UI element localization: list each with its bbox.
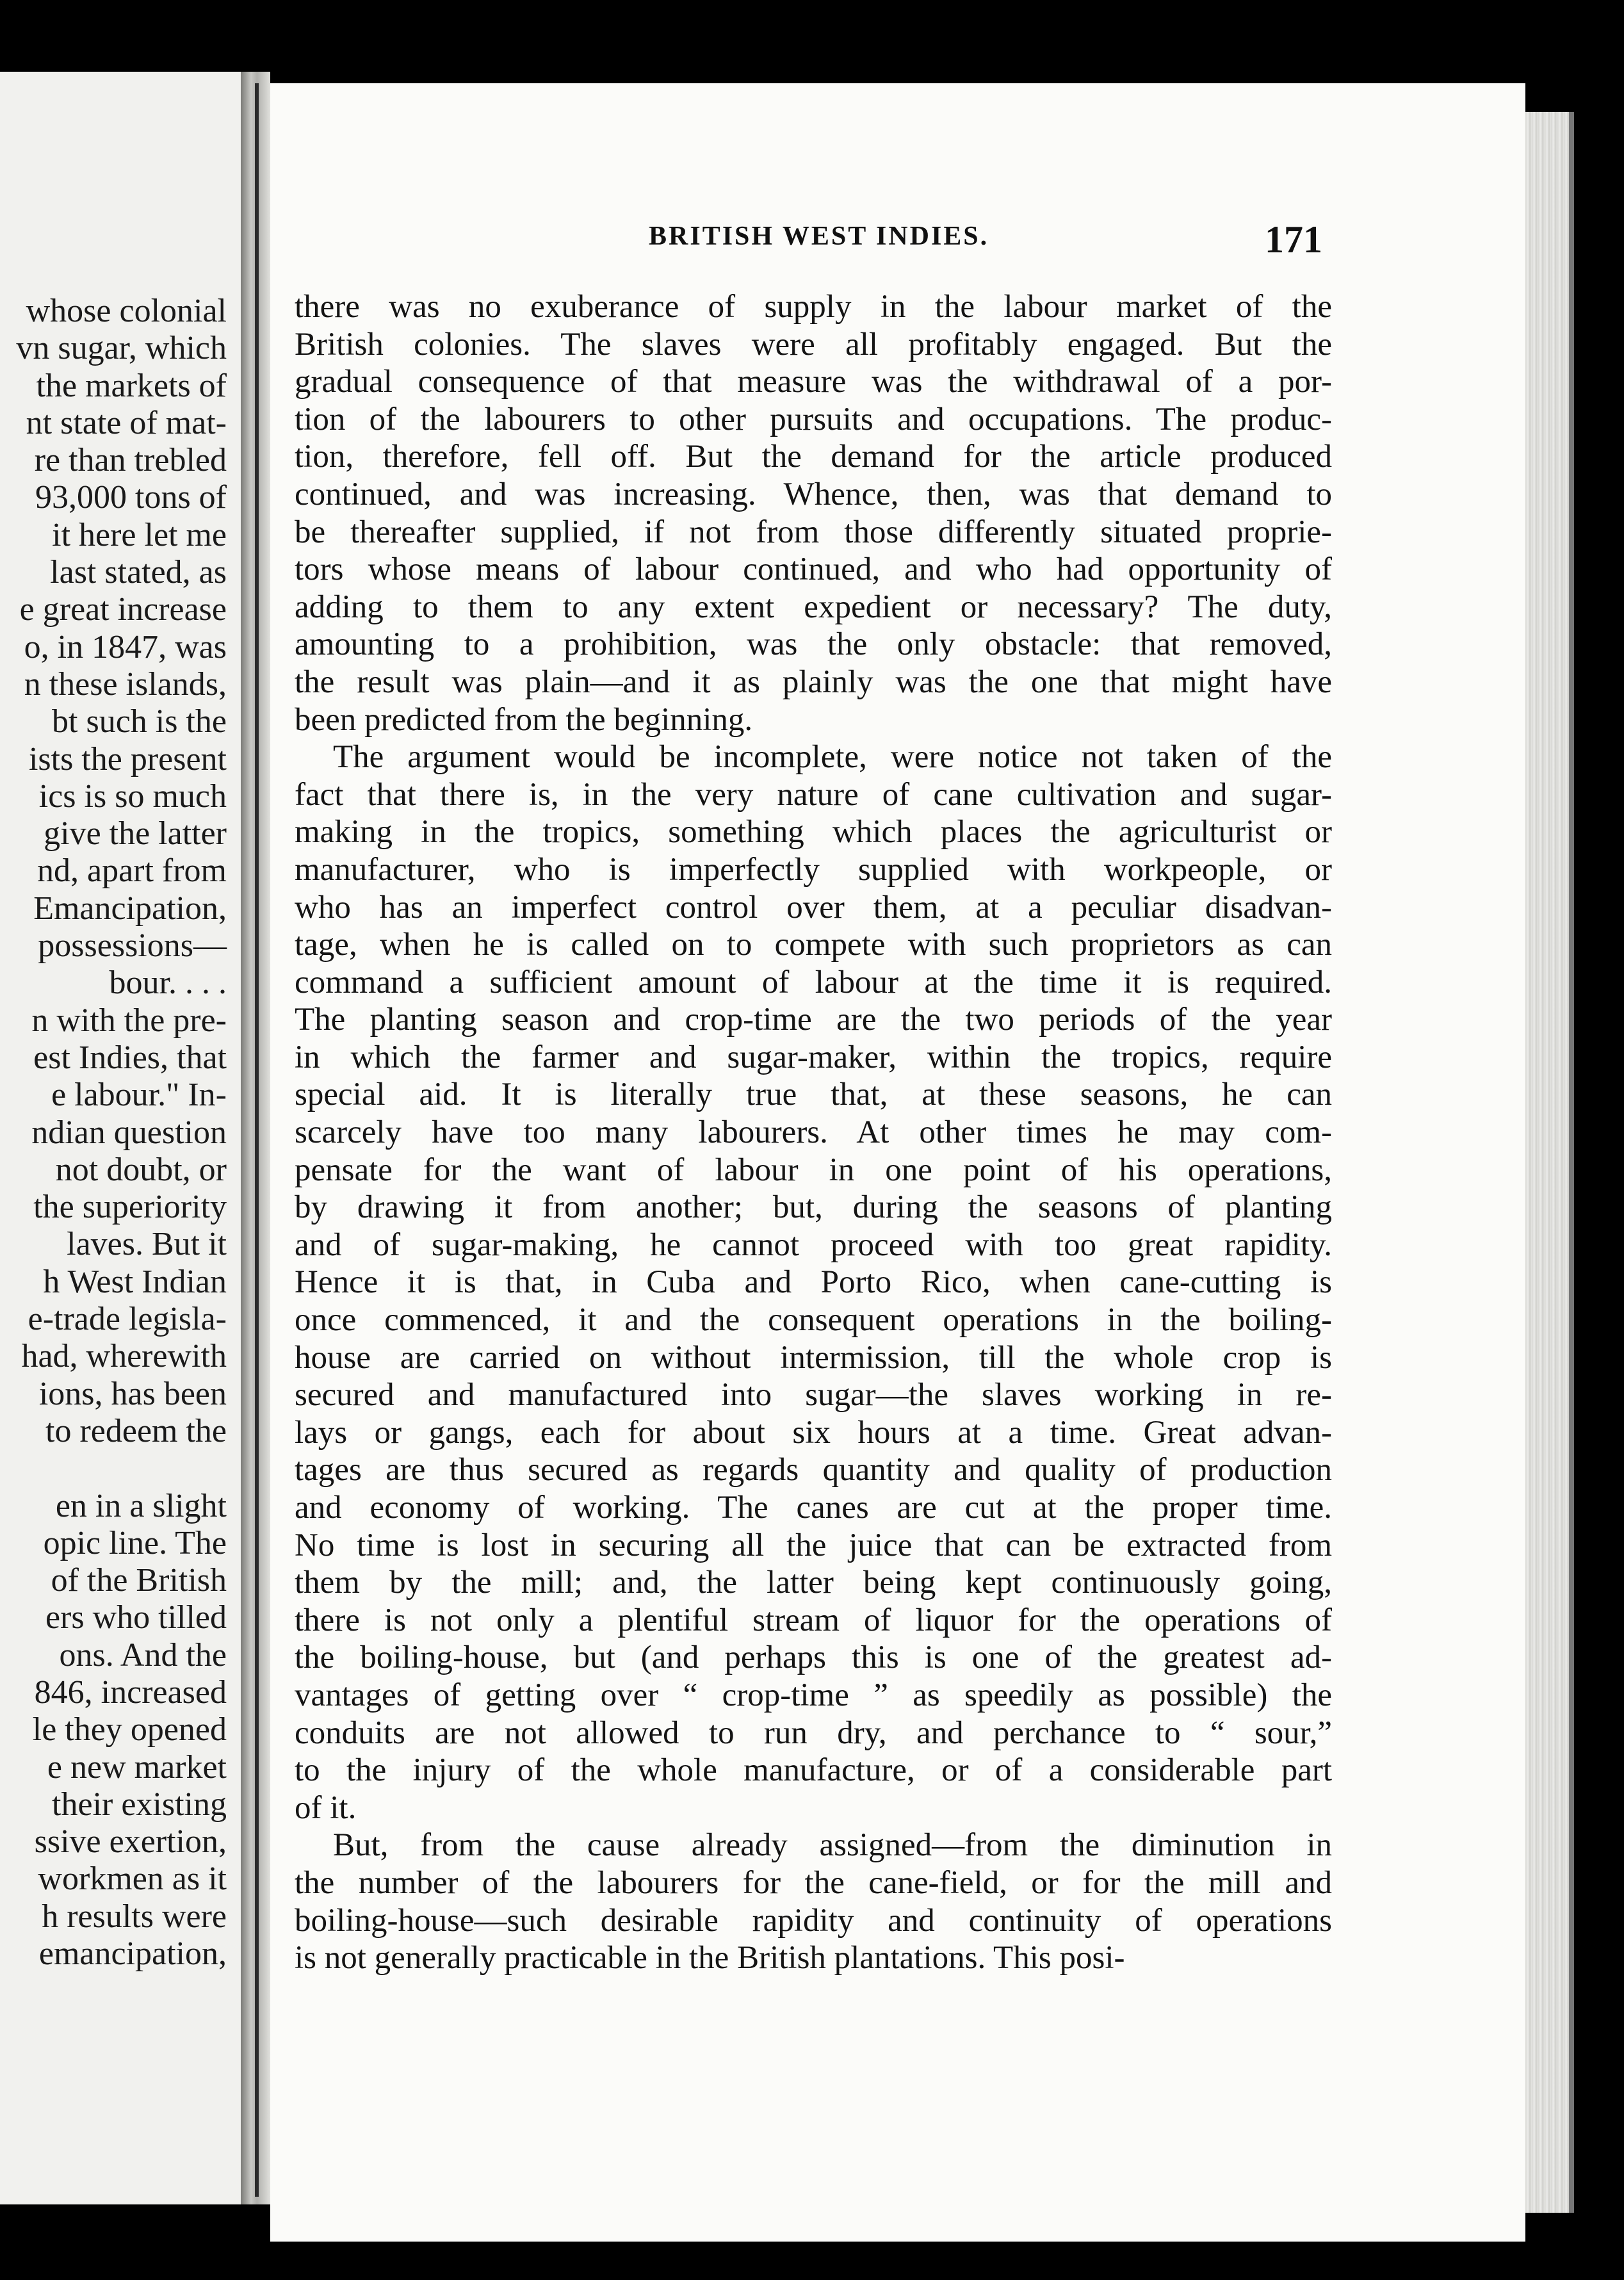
text-line: to the injury of the whole manufacture, or of a considerable part: [295, 1752, 1332, 1789]
text-line: of it.: [295, 1789, 357, 1826]
text-line: in which the farmer and sugar-maker, within the tropics, require: [295, 1039, 1332, 1075]
left-page-line: e great increase: [19, 591, 227, 628]
text-line: gradual consequence of that measure was the withdrawal of a por-: [295, 364, 1332, 400]
left-page-line: o, in 1847, was: [24, 628, 227, 665]
left-page-line: bt such is the: [52, 703, 227, 740]
left-page-line: nd, apart from: [37, 852, 227, 890]
left-page-line: opic line. The: [43, 1524, 227, 1561]
left-page-line: vn sugar, which: [16, 330, 227, 367]
left-page-line: ists the present: [28, 740, 227, 778]
text-line: manufacturer, who is imperfectly supplied with workpeople, or: [295, 851, 1332, 888]
text-line: who has an imperfect control over them, at a peculiar disadvan-: [295, 889, 1332, 925]
left-page-line: e-trade legisla-: [28, 1301, 227, 1338]
left-page-line: n these islands,: [24, 665, 227, 703]
text-line: there is not only a plentiful stream of liquor for the operations of: [295, 1602, 1332, 1638]
left-page-line: ndian question: [31, 1114, 227, 1151]
left-page-line: 93,000 tons of: [35, 479, 227, 516]
left-page-line: the superiority: [33, 1189, 227, 1226]
text-line: house are carried on without intermission, till the whole crop is: [295, 1339, 1332, 1376]
left-page-line: ons. And the: [59, 1636, 227, 1673]
text-line: the number of the labourers for the cane-field, or for the mill and: [295, 1864, 1332, 1901]
left-page-line: not doubt, or: [55, 1151, 227, 1188]
text-line: vantages of getting over “ crop-time ” as speedily as possible) the: [295, 1677, 1332, 1713]
left-page-line: nt state of mat-: [26, 404, 227, 441]
left-page-text: [16, 293, 227, 1973]
page-edge-shadow: [1569, 112, 1574, 2213]
text-line: be thereafter supplied, if not from those differently situated proprie-: [295, 514, 1332, 550]
text-line: But, from the cause already assigned—from the diminution in: [333, 1827, 1332, 1864]
left-page-line: ers who tilled: [45, 1599, 227, 1636]
text-line: the result was plain—and it as plainly was the one that might have: [295, 664, 1332, 700]
text-line: by drawing it from another; but, during the seasons of planting: [295, 1189, 1332, 1226]
text-line: and of sugar-making, he cannot proceed with too great rapidity.: [295, 1226, 1332, 1263]
left-page-line: Emancipation,: [33, 890, 227, 927]
text-line: is not generally practicable in the British plantations. This posi-: [295, 1940, 1125, 1976]
left-page-line: it here let me: [52, 516, 227, 553]
left-page-line: bour. . . .: [109, 965, 227, 1002]
left-page-line: workmen as it: [38, 1861, 227, 1898]
left-page-line: [16, 1450, 227, 1487]
text-line: tage, when he is called on to compete with such proprietors as can: [295, 927, 1332, 963]
text-line: conduits are not allowed to run dry, and perchance to “ sour,”: [295, 1714, 1332, 1751]
text-line: Hence it is that, in Cuba and Porto Rico, when cane-cutting is: [295, 1264, 1332, 1301]
text-line: boiling-house—such desirable rapidity and continuity of operations: [295, 1902, 1332, 1939]
left-page-line: had, wherewith: [21, 1338, 227, 1375]
left-page-line: give the latter: [44, 815, 227, 852]
text-line: adding to them to any extent expedient or necessary? The duty,: [295, 589, 1332, 625]
left-page-line: h results were: [42, 1898, 227, 1935]
left-page-line: ics is so much: [38, 778, 227, 815]
left-page-line: whose colonial: [26, 293, 227, 329]
left-page-line: last stated, as: [50, 554, 227, 591]
left-page-line: h West Indian: [43, 1263, 227, 1300]
left-page: [0, 72, 241, 2204]
left-page-line: e labour." In-: [51, 1077, 227, 1114]
left-page-line: their existing: [52, 1786, 227, 1823]
text-line: secured and manufactured into sugar—the slaves working in re-: [295, 1377, 1332, 1413]
left-page-line: en in a slight: [55, 1487, 227, 1524]
text-line: tion of the labourers to other pursuits and occupations. The produc-: [295, 401, 1332, 437]
left-page-line: emancipation,: [38, 1935, 227, 1973]
text-line: The argument would be incomplete, were notice not taken of the: [333, 739, 1332, 776]
page-edge-stack: [1525, 112, 1569, 2213]
left-page-line: ssive exertion,: [34, 1823, 227, 1861]
left-page-line: le they opened: [32, 1711, 227, 1748]
text-line: pensate for the want of labour in one point of his operations,: [295, 1152, 1332, 1188]
left-page-line: laves. But it: [67, 1226, 227, 1263]
left-page-line: 846, increased: [34, 1673, 227, 1711]
text-line: command a sufficient amount of labour at the time it is required.: [295, 964, 1332, 1000]
text-line: them by the mill; and, the latter being kept continuously going,: [295, 1565, 1332, 1601]
left-page-line: re than trebled: [34, 442, 227, 479]
left-page-line: possessions—: [38, 927, 227, 965]
left-page-line: est Indies, that: [33, 1039, 227, 1076]
text-line: tion, therefore, fell off. But the demand for the article produced: [295, 439, 1332, 475]
text-line: making in the tropics, something which places the agriculturist or: [295, 814, 1332, 851]
text-line: continued, and was increasing. Whence, then, was that demand to: [295, 476, 1332, 512]
left-page-line: e new market: [47, 1748, 227, 1786]
text-line: there was no exuberance of supply in the labour market of the: [295, 289, 1332, 325]
text-line: and economy of working. The canes are cut at the proper time.: [295, 1490, 1332, 1526]
running-head: BRITISH WEST INDIES.: [649, 222, 989, 251]
text-line: British colonies. The slaves were all profitably engaged. But the: [295, 326, 1332, 362]
left-page-line: n with the pre-: [31, 1002, 227, 1039]
text-line: special aid. It is literally true that, at these seasons, he can: [295, 1077, 1332, 1113]
left-page-line: to redeem the: [45, 1412, 227, 1449]
body-text: [295, 288, 1332, 1977]
left-page-line: ions, has been: [38, 1375, 227, 1412]
text-line: lays or gangs, each for about six hours at a time. Great advan-: [295, 1414, 1332, 1451]
text-line: amounting to a prohibition, was the only obstacle: that removed,: [295, 626, 1332, 663]
text-line: tages are thus secured as regards quantity and quality of production: [295, 1452, 1332, 1488]
left-page-line: of the British: [51, 1562, 227, 1599]
page-number: 171: [1265, 218, 1322, 261]
text-line: been predicted from the beginning.: [295, 701, 753, 738]
text-line: scarcely have too many labourers. At other times he may com-: [295, 1114, 1332, 1151]
text-line: The planting season and crop-time are the two periods of the year: [295, 1002, 1332, 1038]
text-line: once commenced, it and the consequent operations in the boiling-: [295, 1302, 1332, 1339]
left-page-line: the markets of: [36, 367, 227, 404]
gutter-shadow-line: [255, 83, 259, 2197]
text-line: No time is lost in securing all the juice that can be extracted from: [295, 1527, 1332, 1563]
text-line: tors whose means of labour continued, and who had opportunity of: [295, 551, 1332, 588]
text-line: the boiling-house, but (and perhaps this is one of the greatest ad-: [295, 1640, 1332, 1676]
text-line: fact that there is, in the very nature of cane cultivation and sugar-: [295, 776, 1332, 813]
